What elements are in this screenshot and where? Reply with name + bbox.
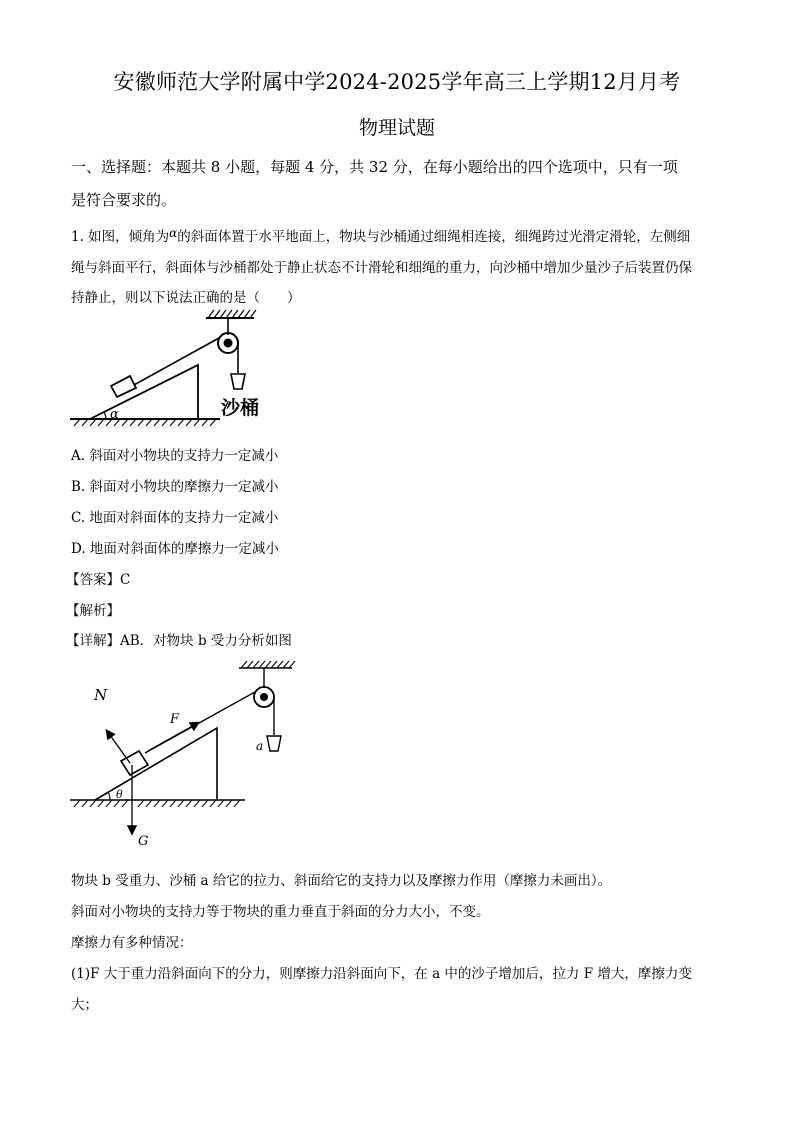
explanation-line3: 摩擦力有多种情况： [71,935,193,951]
force-label-g: G [138,834,149,849]
force-label-f: F [170,712,180,727]
option-b: B. 斜面对小物块的摩擦力一定减小 [71,479,279,495]
page-title: 安徽师范大学附属中学2024-2025学年高三上学期12月月考 [113,70,681,94]
answer-line: 【答案】C [66,572,131,588]
question1-stem-line2: 绳与斜面平行，斜面体与沙桶都处于静止状态不计滑轮和细绳的重力，向沙桶中增加少量沙子后装置仍保 [71,260,692,276]
section-heading-line1: 一、选择题：本题共 8 小题，每题 4 分，共 32 分，在每小题给出的四个选项中，只有一项 [71,158,678,176]
option-d: D. 地面对斜面体的摩擦力一定减小 [71,541,279,557]
figure-incline-sandbucket [70,305,290,435]
explanation-line1: 物块 b 受重力、沙桶 a 给它的拉力、斜面给它的支持力以及摩擦力作用（摩擦力未画出）。 [71,873,612,889]
explanation-line5: 大； [71,997,98,1013]
option-c: C. 地面对斜面体的支持力一定减小 [71,510,279,526]
angle-label-theta: θ [116,788,123,801]
option-a: A. 斜面对小物块的支持力一定减小 [71,448,279,464]
bucket-label: 沙桶 [221,397,260,419]
question1-stem-line1-b: 的斜面体置于水平地面上，物块与沙桶通过细绳相连接，细绳跨过光滑定滑轮，左侧细 [177,229,691,245]
explanation-line4: (1)F 大于重力沿斜面向下的分力，则摩擦力沿斜面向下，在 a 中的沙子增加后，拉力 F 增大，摩擦力变 [71,966,692,982]
explanation-line2: 斜面对小物块的支持力等于物块的重力垂直于斜面的分力大小，不变。 [71,904,490,920]
figure-force-analysis [70,655,310,855]
section-heading-line2: 是符合要求的。 [71,191,177,209]
angle-label-alpha: α [110,407,119,422]
question1-stem-line1-a: 1. 如图，倾角为 [71,229,170,245]
question1-stem-line1 [71,225,690,245]
alpha-symbol: α [169,226,178,240]
bucket-label-a: a [256,739,264,753]
detail-line: 【详解】AB．对物块 b 受力分析如图 [66,633,292,649]
question1-stem-line3: 持静止，则以下说法正确的是（ ） [71,290,301,306]
analysis-heading: 【解析】 [66,603,120,619]
page-subtitle: 物理试题 [358,117,435,139]
force-label-n: N [94,686,108,704]
